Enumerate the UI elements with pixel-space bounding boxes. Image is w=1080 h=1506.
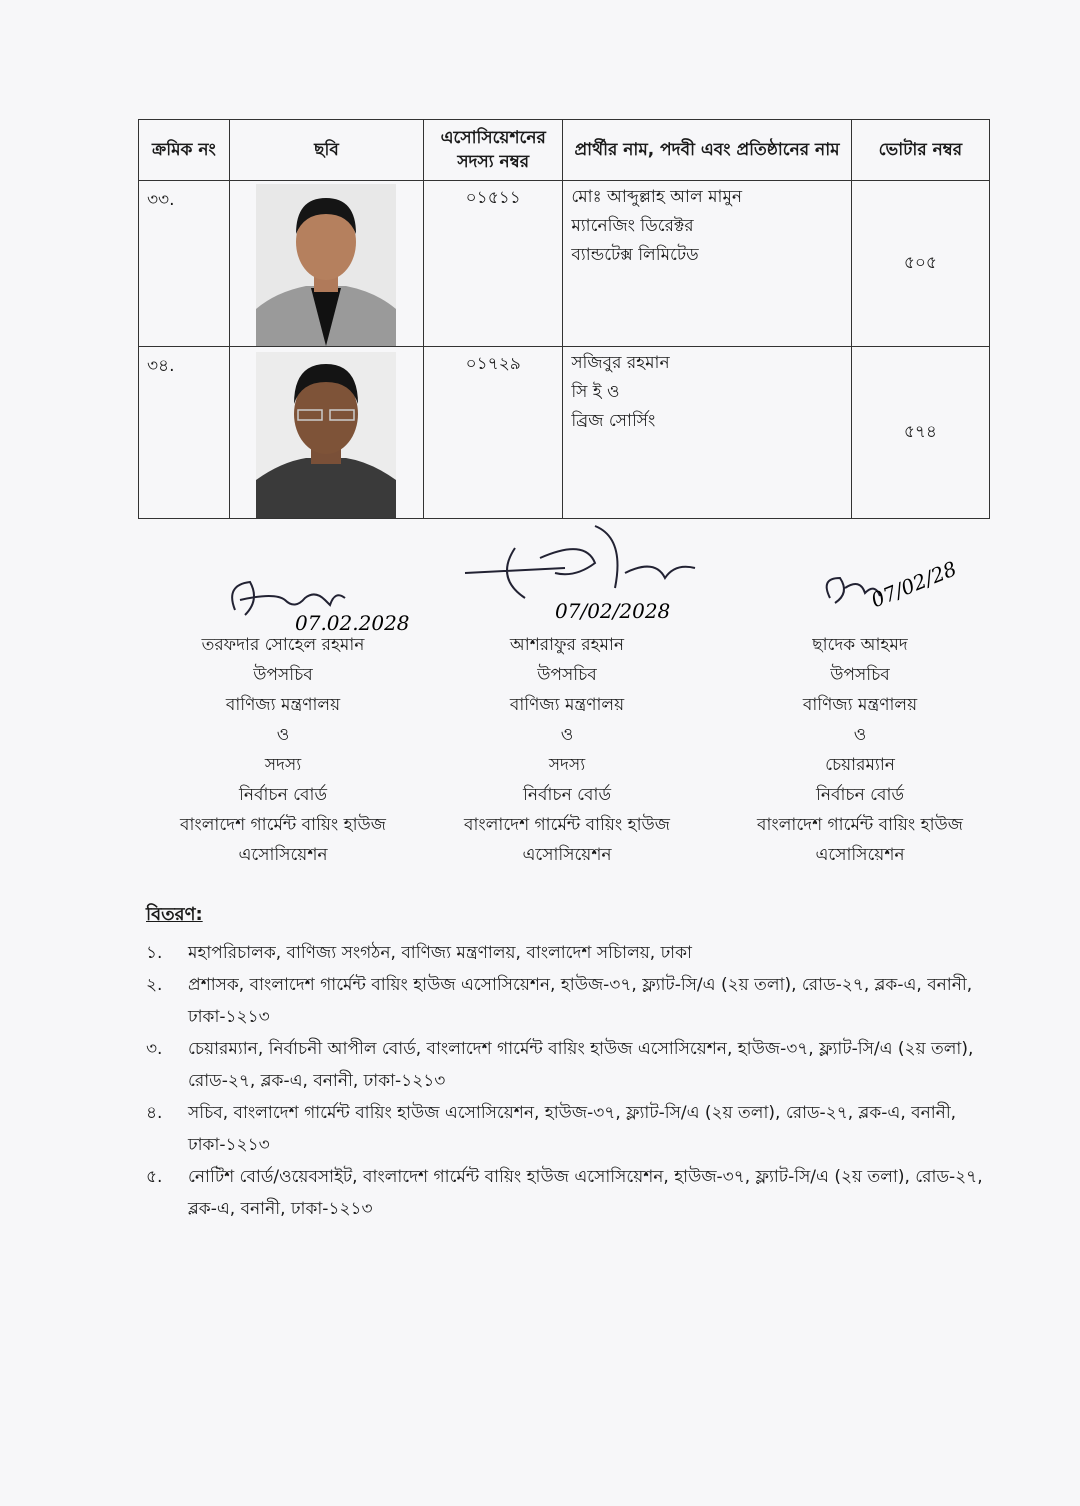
header-voter-no: ভোটার নম্বর: [851, 120, 989, 181]
signatory-role: চেয়ারম্যান: [825, 755, 895, 775]
signatory-org: বাংলাদেশ গার্মেন্ট বায়িং হাউজ: [464, 815, 670, 835]
photo-cell: [229, 347, 423, 519]
header-member-no: এসোসিয়েশনের সদস্য নম্বর: [424, 120, 563, 181]
signatory-title: উপসচিব: [830, 665, 890, 685]
item-text: চেয়ারম্যান, নির্বাচনী আপীল বোর্ড, বাংলাদেশ গার্মেন্ট বায়িং হাউজ এসোসিয়েশন, হাউজ-৩৭, ফ্ল্যাট-সি/এ (২য় তলা), রোড-২৭, ব্লক-এ, বনানী, ঢাকা-১২১৩: [188, 1039, 974, 1091]
header-serial: ক্রমিক নং: [139, 120, 230, 181]
serial-cell: ৩৩.: [139, 181, 230, 347]
signatory-conj: ও: [560, 725, 574, 745]
signatory-conj: ও: [276, 725, 290, 745]
candidate-name: মোঃ আব্দুল্লাহ আল মামুন: [571, 187, 743, 207]
signatory-board: নির্বাচন বোর্ড: [523, 785, 611, 805]
voter-no-cell: ৫৭৪: [851, 347, 989, 519]
candidate-designation: ম্যানেজিং ডিরেক্টর: [571, 216, 694, 236]
distribution-heading: বিতরণ:: [146, 904, 203, 925]
item-number: ৩.: [146, 1039, 163, 1059]
name-cell: [563, 181, 851, 347]
photo-cell: [229, 181, 423, 347]
member-no-cell: ০১৫১১: [424, 181, 563, 347]
signatory-org-2: এসোসিয়েশন: [522, 845, 612, 865]
signatory-org: বাংলাদেশ গার্মেন্ট বায়িং হাউজ: [757, 815, 963, 835]
signatory-ministry: বাণিজ্য মন্ত্রণালয়: [225, 695, 341, 715]
candidate-company: ব্রিজ সোর্সিং: [571, 411, 656, 431]
member-no-cell: ০১৭২৯: [424, 347, 563, 519]
item-number: ২.: [146, 975, 163, 995]
signatory-block: [437, 630, 697, 870]
item-text: মহাপরিচালক, বাণিজ্য সংগঠন, বাণিজ্য মন্ত্রণালয়, বাংলাদেশ সচিালয়, ঢাকা: [188, 943, 692, 963]
candidate-photo: [256, 184, 396, 346]
signatory-board: নির্বাচন বোর্ড: [239, 785, 327, 805]
item-text: প্রশাসক, বাংলাদেশ গার্মেন্ট বায়িং হাউজ এসোসিয়েশন, হাউজ-৩৭, ফ্ল্যাট-সি/এ (২য় তলা), রোড-২৭, ব্লক-এ, বনানী, ঢাকা-১২১৩: [188, 975, 973, 1027]
signatory-board: নির্বাচন বোর্ড: [816, 785, 904, 805]
voter-no-cell: ৫০৫: [851, 181, 989, 347]
signatory-org-2: এসোসিয়েশন: [238, 845, 328, 865]
signature-date: 07.02.2028: [295, 611, 410, 635]
signature-date: 07/02/2028: [555, 599, 671, 623]
list-item: [146, 1161, 1006, 1225]
header-photo: ছবি: [229, 120, 423, 181]
list-item: [146, 969, 1006, 1033]
name-cell: [563, 347, 851, 519]
signatory-block: [730, 630, 990, 870]
signatory-conj: ও: [853, 725, 867, 745]
signatory-org-2: এসোসিয়েশন: [815, 845, 905, 865]
signature-date: 07/02/28: [867, 556, 960, 613]
table-row: [139, 347, 990, 519]
header-name: প্রার্থীর নাম, পদবী এবং প্রতিষ্ঠানের নাম: [563, 120, 851, 181]
signatory-name: ছাদেক আহমদ: [812, 635, 908, 655]
item-number: ১.: [146, 943, 163, 963]
signatory-ministry: বাণিজ্য মন্ত্রণালয়: [802, 695, 918, 715]
item-number: ৫.: [146, 1167, 163, 1187]
item-text: নোটিশ বোর্ড/ওয়েবসাইট, বাংলাদেশ গার্মেন্ট বায়িং হাউজ এসোসিয়েশন, হাউজ-৩৭, ফ্ল্যাট-সি/এ (২য় তলা), রোড-২৭, ব্লক-এ, বনানী, ঢাকা-১২১৩: [188, 1167, 983, 1219]
serial-cell: ৩৪.: [139, 347, 230, 519]
signatory-block: [153, 630, 413, 870]
signatory-org: বাংলাদেশ গার্মেন্ট বায়িং হাউজ: [180, 815, 386, 835]
signatory-title: উপসচিব: [537, 665, 597, 685]
table-header-row: [139, 120, 990, 181]
candidate-name: সজিবুর রহমান: [571, 353, 670, 373]
signatory-name: তরফদার সোহেল রহমান: [201, 635, 365, 655]
candidate-table: [138, 119, 990, 519]
list-item: [146, 937, 1006, 969]
candidate-photo: [256, 352, 396, 518]
candidate-designation: সি ই ও: [571, 382, 620, 402]
signatory-role: সদস্য: [548, 755, 586, 775]
list-item: [146, 1033, 1006, 1097]
item-number: ৪.: [146, 1103, 163, 1123]
signatory-title: উপসচিব: [253, 665, 313, 685]
item-text: সচিব, বাংলাদেশ গার্মেন্ট বায়িং হাউজ এসোসিয়েশন, হাউজ-৩৭, ফ্ল্যাট-সি/এ (২য় তলা), রোড-২৭, ব্লক-এ, বনানী, ঢাকা-১২১৩: [188, 1103, 957, 1155]
signature-2: [455, 518, 725, 628]
signature-3: [810, 548, 980, 628]
candidate-company: ব্যান্ডটেক্স লিমিটেড: [571, 245, 699, 265]
signatory-role: সদস্য: [264, 755, 302, 775]
list-item: [146, 1097, 1006, 1161]
table-row: [139, 181, 990, 347]
signatory-name: আশরাফুর রহমান: [509, 635, 625, 655]
distribution-list: [146, 937, 1006, 1225]
signatory-ministry: বাণিজ্য মন্ত্রণালয়: [509, 695, 625, 715]
distribution-section: [146, 900, 1006, 1225]
